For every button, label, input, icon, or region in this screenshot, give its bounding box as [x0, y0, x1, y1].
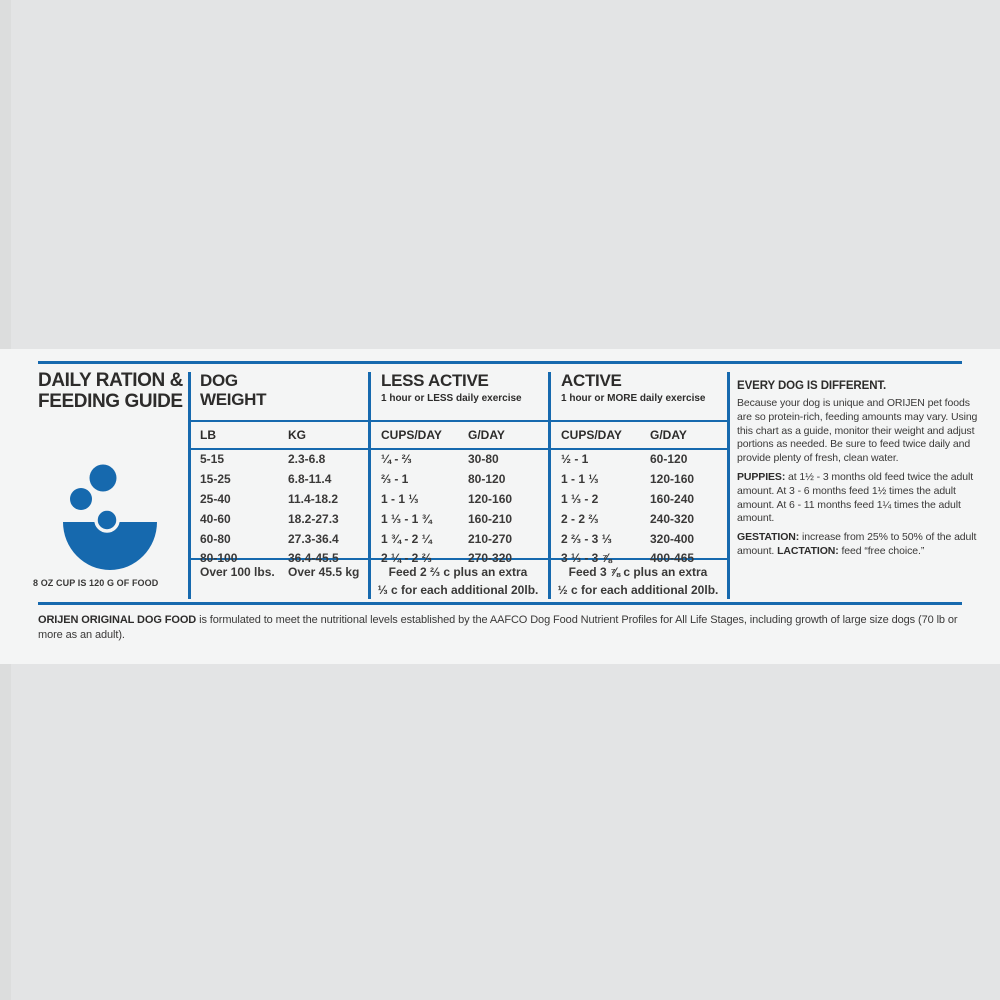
cell-active-cups: 2 - 2 ⅔ [561, 512, 599, 526]
gestation-text: increase from 25% to 50% of the adult amount. [737, 531, 977, 557]
cell-lb: 40-60 [200, 512, 231, 526]
aafco-statement-text: is formulated to meet the nutritional levels established by the AAFCO Dog Food Nutrient Profiles for All Life Stages, including growth of large size dogs (70 lb or more as an adult). [38, 614, 958, 641]
separator-active-notes [727, 372, 730, 599]
cell-active-grams: 240-320 [650, 512, 695, 526]
cell-kg: 2.3-6.8 [288, 452, 326, 466]
dog-food-bowl-icon [60, 462, 162, 576]
lactation-label: LACTATION: [777, 544, 839, 557]
cell-active-cups: 1 - 1 ⅓ [561, 472, 599, 486]
table-row [188, 532, 727, 552]
col-header-active-cups: CUPS/DAY [561, 428, 622, 442]
col-header-lessactive-cups: CUPS/DAY [381, 428, 442, 442]
cell-lessactive-grams: 270-320 [468, 551, 513, 565]
cell-lessactive-cups: 1 - 1 ⅓ [381, 492, 419, 506]
cell-lessactive-cups: ¼ - ⅔ [381, 452, 412, 466]
col-header-active-grams: G/DAY [650, 428, 687, 442]
active-title: ACTIVE [561, 371, 622, 390]
col-header-kg: KG [288, 428, 306, 442]
lessactive-extra-feeding-note [370, 563, 546, 599]
cell-kg: 18.2-27.3 [288, 512, 339, 526]
cell-lb: 80-100 [200, 551, 238, 565]
cell-lessactive-cups: 1 ⅓ - 1 ¾ [381, 512, 432, 526]
notes-paragraph-puppies [737, 471, 979, 526]
table-row [188, 512, 727, 532]
cell-over-kg: Over 45.5 kg [288, 565, 360, 579]
page-title-line2: FEEDING GUIDE [38, 391, 183, 412]
column-group-active [561, 371, 706, 405]
cell-lb: 60-80 [200, 532, 231, 546]
cell-active-grams: 60-120 [650, 452, 688, 466]
table-row [188, 452, 727, 472]
puppies-label: PUPPIES: [737, 470, 786, 483]
cell-active-grams: 320-400 [650, 532, 695, 546]
bottom-rule [38, 602, 962, 605]
notes-heading: EVERY DOG IS DIFFERENT. [737, 380, 887, 392]
rule-under-column-headers [189, 448, 727, 450]
cell-lessactive-grams: 210-270 [468, 532, 513, 546]
lactation-text: feed “free choice.” [838, 544, 925, 557]
col-header-lessactive-grams: G/DAY [468, 428, 505, 442]
cup-measure-note: 8 OZ CUP IS 120 G OF FOOD [33, 578, 159, 588]
cell-lessactive-grams: 120-160 [468, 492, 513, 506]
puppies-text: at 1½ - 3 months old feed twice the adult amount. At 3 - 6 months feed 1½ times the adult amount. At 6 - 11 months feed 1¼ times the adult amount. [737, 470, 974, 525]
aafco-statement [38, 613, 972, 643]
cell-lb: 5-15 [200, 452, 225, 466]
cell-lessactive-grams: 80-120 [468, 472, 506, 486]
top-rule [38, 361, 962, 364]
table-row [188, 492, 727, 512]
feeding-notes-column [737, 380, 979, 559]
cell-kg: 36.4-45.5 [288, 551, 339, 565]
cell-active-cups: 1 ⅓ - 2 [561, 492, 599, 506]
cell-active-grams: 120-160 [650, 472, 695, 486]
lessactive-extra-line1: Feed 2 ⅔ c plus an extra [388, 565, 528, 579]
cell-active-cups: 2 ⅔ - 3 ⅓ [561, 532, 612, 546]
cell-lessactive-grams: 30-80 [468, 452, 499, 466]
aafco-product-name: ORIJEN ORIGINAL DOG FOOD [38, 614, 197, 626]
cell-lb: 25-40 [200, 492, 231, 506]
active-extra-line2: ½ c for each additional 20lb. [557, 583, 719, 597]
cell-kg: 6.8-11.4 [288, 472, 332, 486]
rule-under-section-headers [189, 420, 727, 422]
page-title [38, 370, 183, 412]
cell-lessactive-cups: ⅔ - 1 [381, 472, 409, 486]
page-title-line1: DAILY RATION & [38, 370, 184, 391]
cell-lessactive-cups: 2 ¼ - 2 ⅔ [381, 551, 432, 565]
cell-kg: 11.4-18.2 [288, 492, 339, 506]
cell-active-cups: ½ - 1 [561, 452, 589, 466]
active-extra-feeding-note [550, 563, 726, 599]
col-header-lb: LB [200, 428, 216, 442]
cell-lessactive-cups: 1 ¾ - 2 ¼ [381, 532, 432, 546]
less-active-subtitle: 1 hour or LESS daily exercise [381, 393, 522, 404]
cell-lessactive-grams: 160-210 [468, 512, 513, 526]
cell-active-cups: 3 ⅓ - 3 ⅞ [561, 551, 612, 565]
lessactive-extra-line2: ⅓ c for each additional 20lb. [377, 583, 539, 597]
column-group-less-active [381, 371, 522, 405]
dog-weight-title-line2: WEIGHT [200, 390, 267, 409]
gestation-label: GESTATION: [737, 531, 800, 544]
cell-kg: 27.3-36.4 [288, 532, 339, 546]
table-row [188, 472, 727, 492]
notes-paragraph-gestation-lactation [737, 531, 979, 559]
active-subtitle: 1 hour or MORE daily exercise [561, 393, 706, 404]
less-active-title: LESS ACTIVE [381, 371, 489, 390]
cell-over-lb: Over 100 lbs. [200, 565, 275, 579]
column-group-dog-weight [200, 371, 266, 409]
notes-paragraph-general: Because your dog is unique and ORIJEN pet foods are so protein-rich, feeding amounts may vary. Using this chart as a guide, monitor their weight and adjust portions as needed. Be sure to feed twice daily and provide plenty of fresh, clean water. [737, 397, 978, 465]
cell-lb: 15-25 [200, 472, 231, 486]
active-extra-line1: Feed 3 ⅞ c plus an extra [568, 565, 708, 579]
cell-active-grams: 160-240 [650, 492, 695, 506]
table-header-row [188, 428, 727, 444]
dog-weight-title-line1: DOG [200, 371, 238, 390]
cell-active-grams: 400-465 [650, 551, 695, 565]
